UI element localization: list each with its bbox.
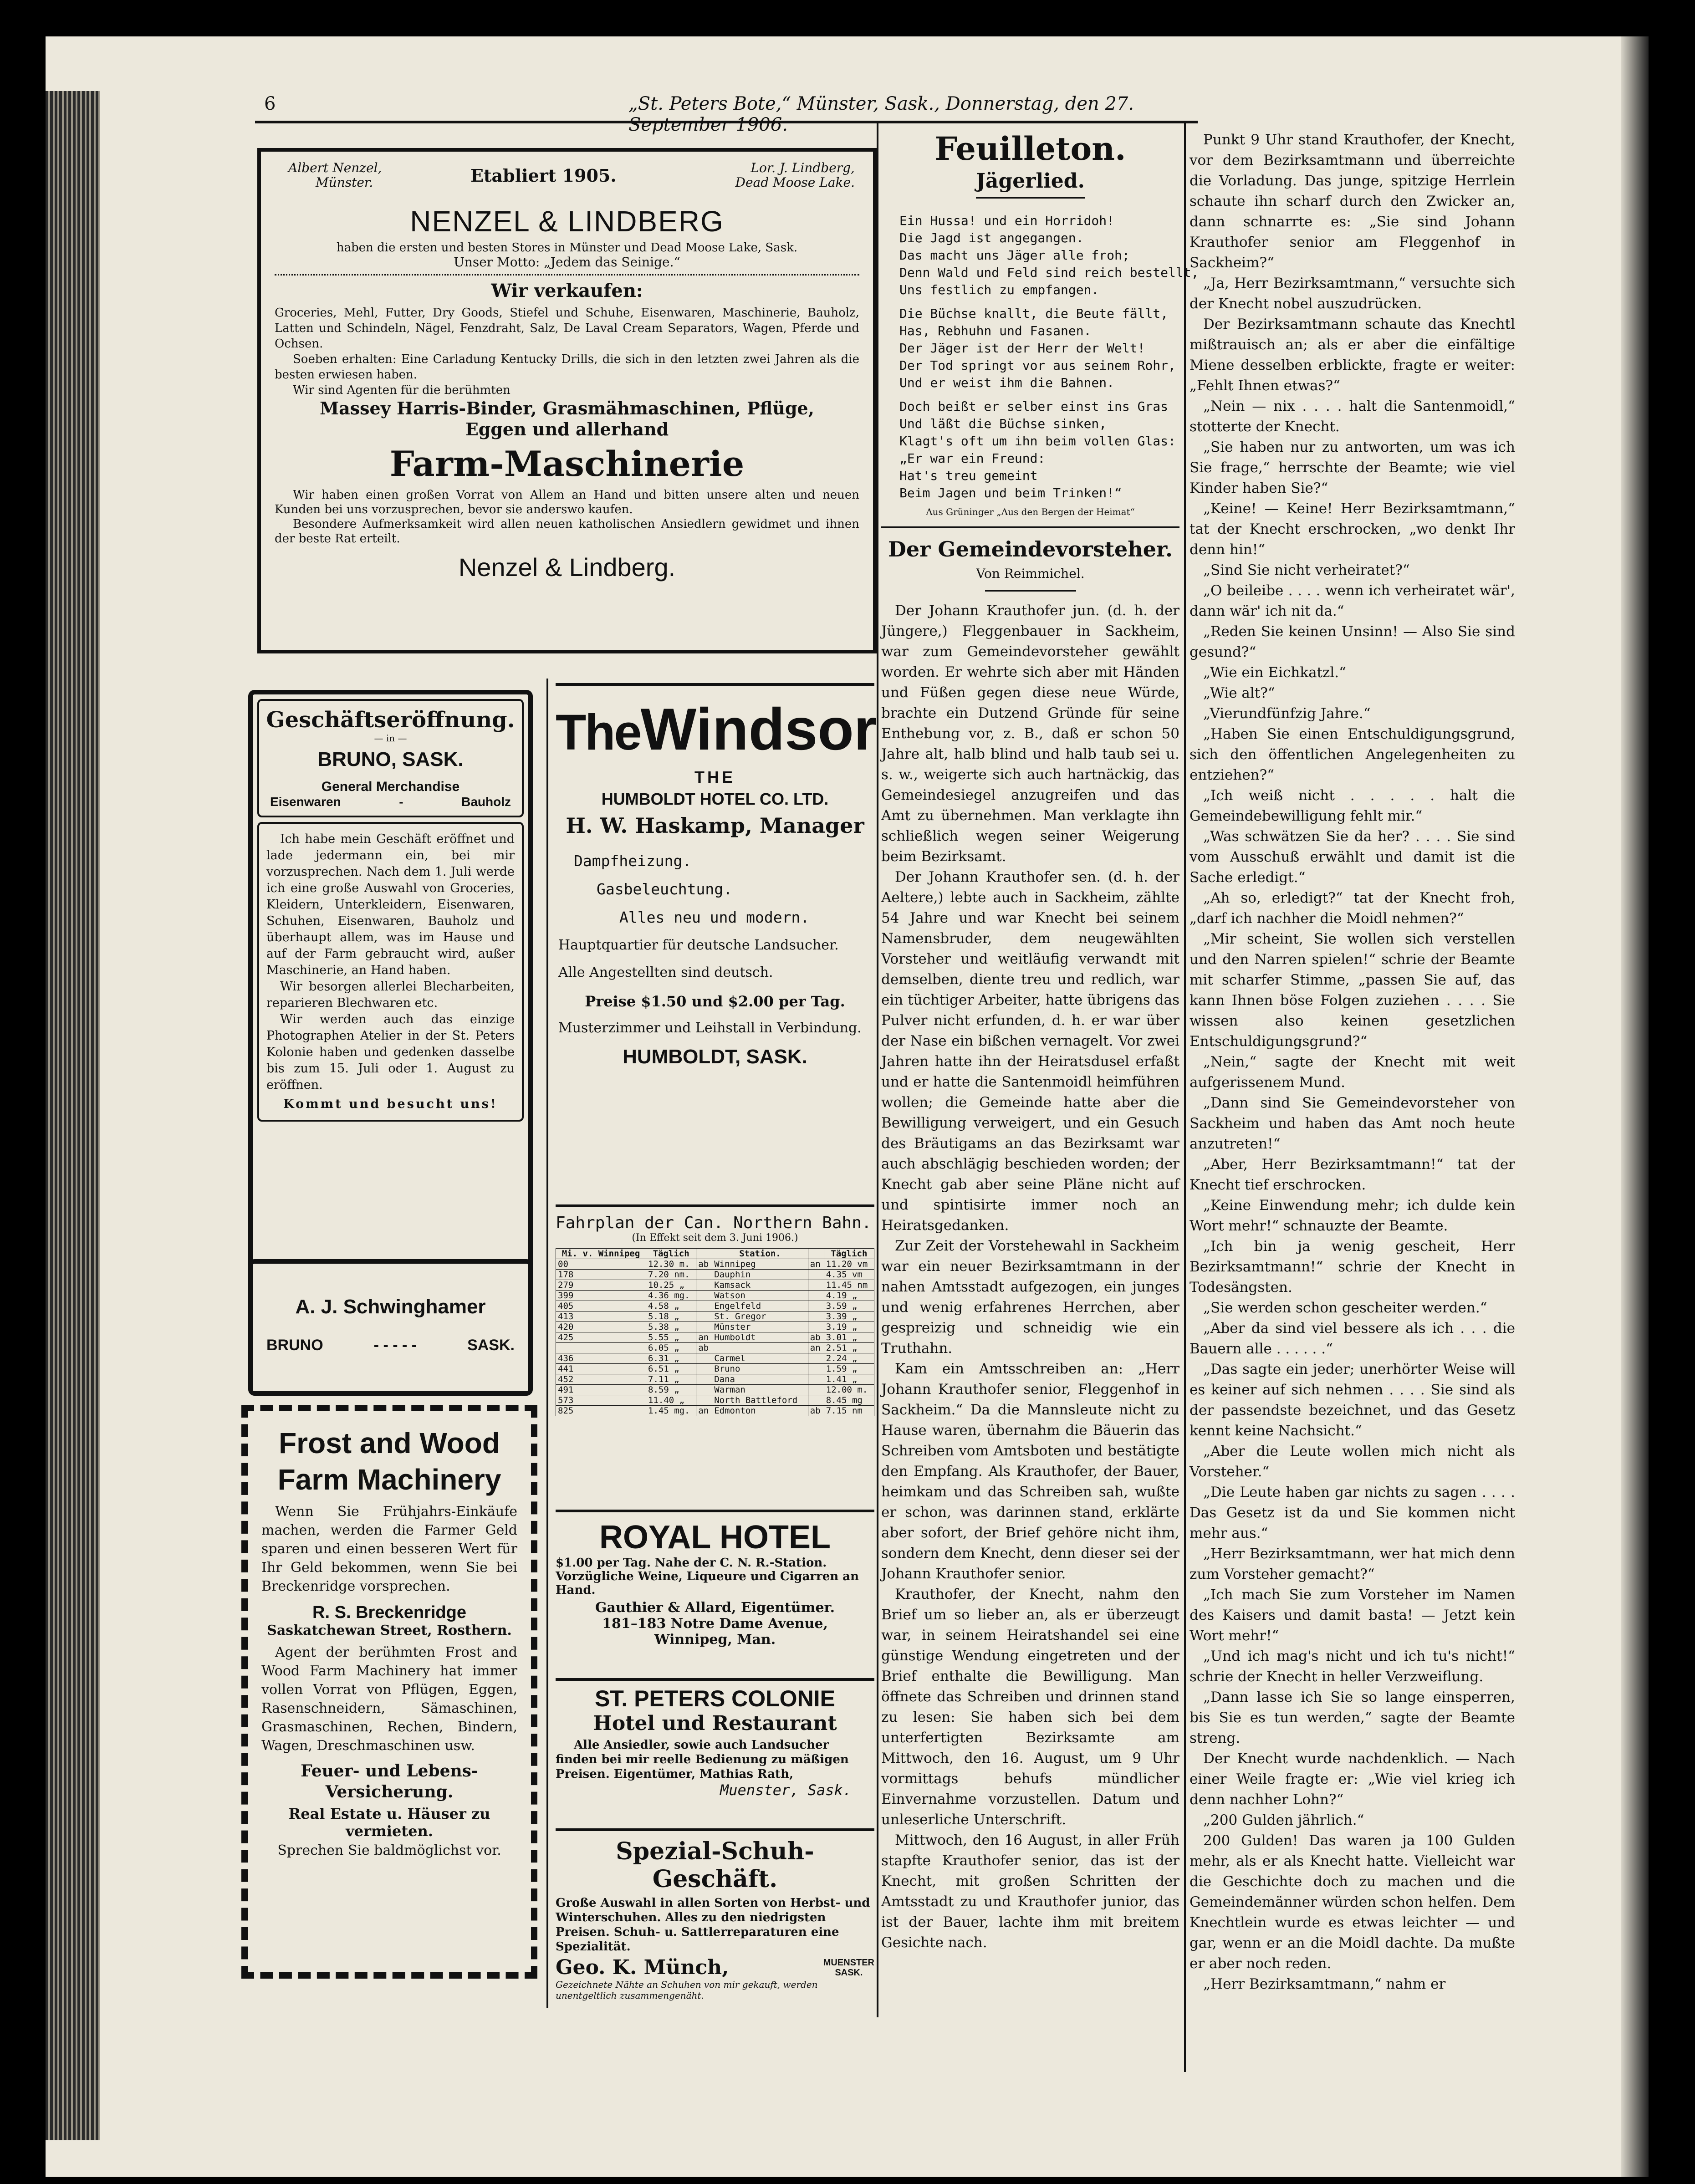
story-paragraph: „Nein — nix . . . . halt die Santenmoidl,“ stotterte der Knecht.	[1190, 398, 1515, 435]
ad-frost-wood	[241, 1405, 537, 1979]
story-paragraph: „Herr Bezirksamtmann, wer hat mich denn zum Vorsteher gemacht?“	[1190, 1546, 1515, 1582]
story-paragraph: „Reden Sie keinen Unsinn! — Also Sie sind gesund?“	[1190, 623, 1515, 660]
goods-list: Groceries, Mehl, Futter, Dry Goods, Stiefel und Schuhe, Eisenwaren, Maschinerie, Bauholz, Latten und Schindeln, Nägel, Fenzdraht, Salz, De Laval Cream Separators, Wagen, Pferde und Ochsen.	[275, 306, 859, 351]
timetable-cell: Watson	[712, 1291, 808, 1301]
timetable-header: Mi. v. Winnipeg	[556, 1249, 646, 1259]
timetable-cell: 7.20 nm.	[646, 1270, 696, 1280]
schwinghamer-right: SASK.	[467, 1337, 515, 1354]
timetable-row	[556, 1353, 874, 1364]
timetable-cell: 11.45 nm	[824, 1280, 874, 1291]
timetable-cell: 436	[556, 1353, 646, 1364]
timetable-cell: 3.01 „	[824, 1332, 874, 1343]
timetable-cell: 5.38 „	[646, 1322, 696, 1332]
timetable-cell	[808, 1301, 824, 1311]
timetable-cell: 6.31 „	[646, 1353, 696, 1364]
schuh-text: Große Auswahl in allen Sorten von Herbst- und Winterschuhen. Alles zu den niedrigsten Preisen. Schuh- u. Sattlerreparaturen eine Spezialität.	[556, 1896, 870, 1954]
story-paragraph: „Aber da sind viel bessere als ich . . . die Bauern alle . . . . . .“	[1190, 1320, 1515, 1357]
timetable-cell: 00	[556, 1259, 646, 1270]
bruno-text3: Wir werden auch das einzige Photographen Atelier in der St. Peters Kolonie haben und gedenken dasselbe bis zum 15. Juli oder 1. August zu eröffnen.	[266, 1012, 515, 1092]
ad-st-peters-colonie	[556, 1678, 874, 1831]
nenzel-name: Albert Nenzel,	[288, 160, 382, 175]
poem-stanza-1: Ein Hussa! und ein Horridoh! Die Jagd ist angegangen. Das macht uns Jäger alle froh; Denn Wald und Feld sind reich bestellt, Uns festlich zu empfangen.	[899, 213, 1199, 297]
story-paragraph: „200 Gulden jährlich.“	[1203, 1812, 1364, 1828]
timetable-cell: 8.45 mg	[824, 1395, 874, 1406]
ad-schuh-geschaeft	[556, 1828, 874, 2031]
story-paragraph: „Aber die Leute wollen mich nicht als Vorsteher.“	[1190, 1443, 1515, 1480]
schwinghamer-name: A. J. Schwinghamer	[295, 1296, 486, 1318]
timetable-cell: 5.55 „	[646, 1332, 696, 1343]
frost-closing: Sprechen Sie baldmöglichst vor.	[277, 1842, 501, 1858]
stpeters-title: ST. PETERS COLONIE	[595, 1686, 835, 1711]
schuh-title: Spezial-Schuh-Geschäft.	[616, 1837, 814, 1893]
story-paragraph: „Nein,“ sagte der Knecht mit weit aufgerissenem Mund.	[1190, 1054, 1515, 1091]
received-text: Soeben erhalten: Eine Carladung Kentucky Drills, die sich in den letzten zwei Jahren als die besten erwiesen haben.	[275, 352, 859, 382]
story-paragraph: „Ich bin ja wenig gescheit, Herr Bezirksamtmann!“ schrie der Knecht in Todesängsten.	[1190, 1238, 1515, 1296]
story-paragraph: „Das sagte ein jeder; unerhörter Weise will es keiner auf sich nehmen . . . . Sie sind als der passendste bezeichnet, und das Gesetz kennt keine Nachsicht.“	[1190, 1361, 1515, 1439]
windsor-title: Windsor	[640, 696, 877, 762]
timetable-cell: 452	[556, 1374, 646, 1385]
timetable-cell: 2.24 „	[824, 1353, 874, 1364]
nenzel-signature: Nenzel & Lindberg.	[458, 553, 676, 582]
timetable-cell	[696, 1291, 712, 1301]
royal-title: ROYAL HOTEL	[599, 1519, 831, 1556]
page-header	[255, 89, 1198, 135]
windsor-manager: H. W. Haskamp, Manager	[566, 813, 864, 838]
story-paragraph: Der Bezirksamtmann schaute das Knechtl mißtrauisch an; als er aber die einfältige Miene desselben erblickte, fragte er weiter: „Fehlt Ihnen etwas?“	[1190, 316, 1515, 394]
timetable-cell: 1.59 „	[824, 1364, 874, 1374]
timetable-header: Täglich	[646, 1249, 696, 1259]
timetable-cell: 413	[556, 1311, 646, 1322]
timetable-cell	[808, 1374, 824, 1385]
frost-text2: Agent der berühmten Frost and Wood Farm Machinery hat immer vollen Vorrat von Pflügen, Eggen, Rasenschneidern, Sämaschinen, Grasmaschinen, Rechen, Bindern, Wagen, Dreschmaschinen usw.	[261, 1644, 517, 1754]
story-paragraph: Mittwoch, den 16 August, in aller Früh stapfte Krauthofer senior, das ist der Knecht, mit großen Schritten der Amtsstadt zu und Krauthofer junior, das ist der Bauer, lachte ihm mit breitem Gesichte nach.	[881, 1832, 1179, 1951]
poem-source: Aus Grüninger „Aus den Bergen der Heimat“	[926, 506, 1135, 517]
story-paragraph: „Keine! — Keine! Herr Bezirksamtmann,“ tat der Knecht erschrocken, „wo denkt Ihr denn hin!“	[1190, 500, 1515, 558]
story-paragraph: „O beileibe . . . . wenn ich verheiratet wär', dann wär' ich nit da.“	[1190, 582, 1515, 619]
story-paragraph: Der Knecht wurde nachdenklich. — Nach einer Weile fragte er: „Wie viel krieg ich denn nachher Lohn?“	[1190, 1750, 1515, 1808]
timetable-table	[556, 1248, 874, 1416]
story-paragraph: Krauthofer, der Knecht, nahm den Brief um so lieber an, als er überzeugt war, in seinem Heiratshandel sei eine günstige Wendung eingetreten und der Brief enthalte die Bewilligung. Man öffnete das Schreiben und drinnen stand zu lesen: Sie haben sich bei dem unterfertigten Bezirksamte am Mittwoch, den 16. August, um 9 Uhr vormittags behufs mündlicher Einvernahme vorzustellen. Datum und unleserliche Unterschrift.	[881, 1586, 1179, 1828]
schuh-place2: SASK.	[835, 1967, 863, 1978]
timetable-row	[556, 1395, 874, 1406]
bruno-line2-left: Eisenwaren	[270, 795, 341, 809]
page-stack-edge	[46, 91, 100, 2140]
page-number: 6	[264, 93, 276, 114]
timetable-cell: St. Gregor	[712, 1311, 808, 1322]
timetable-cell: Dauphin	[712, 1270, 808, 1280]
timetable-subtitle: (In Effekt seit dem 3. Juni 1906.)	[632, 1232, 798, 1244]
column-rule-3	[1184, 123, 1186, 2072]
book-spine	[1621, 36, 1649, 2177]
stock-text: Wir haben einen großen Vorrat von Allem an Hand und bitten unsere alten und neuen Kunden bei uns vorzusprechen, bevor sie anderswo kaufen.	[275, 488, 859, 516]
story-paragraph: „Ich weiß nicht . . . . . halt die Gemeindebewilligung fehlt mir.“	[1190, 787, 1515, 824]
sell-heading: Wir verkaufen:	[491, 280, 643, 301]
timetable-cell: 11.20 vm	[824, 1259, 874, 1270]
timetable-cell: Münster	[712, 1322, 808, 1332]
timetable-cell: Carmel	[712, 1353, 808, 1364]
story-paragraph: „Dann sind Sie Gemeindevorsteher von Sackheim und haben das Amt noch heute anzutreten!“	[1190, 1095, 1515, 1152]
story-paragraph: „Was schwätzen Sie da her? . . . . Sie sind vom Ausschuß erwählt und damit ist die Sache erledigt.“	[1190, 828, 1515, 886]
timetable-cell: 12.00 m.	[824, 1385, 874, 1395]
poem-stanza-2: Die Büchse knallt, die Beute fällt, Has, Rebhuhn und Fasanen. Der Jäger ist der Herr der Welt! Der Tod springt vor aus seinem Rohr, Und er weist ihm die Bahnen.	[899, 306, 1176, 390]
timetable-cell	[696, 1364, 712, 1374]
timetable-cell: North Battleford	[712, 1395, 808, 1406]
timetable-row	[556, 1374, 874, 1385]
timetable-cell	[696, 1395, 712, 1406]
timetable-cell	[696, 1270, 712, 1280]
timetable-cell: Edmonton	[712, 1406, 808, 1416]
frost-title1: Frost and Wood	[279, 1427, 500, 1459]
timetable-cell	[808, 1395, 824, 1406]
established-text: Etabliert 1905.	[470, 165, 617, 186]
timetable-row	[556, 1270, 874, 1280]
timetable-row	[556, 1385, 874, 1395]
timetable-cell	[696, 1301, 712, 1311]
farm-machinery-heading: Farm-Maschinerie	[389, 444, 745, 484]
timetable-cell: 4.36 mg.	[646, 1291, 696, 1301]
timetable-row	[556, 1311, 874, 1322]
timetable-cell	[808, 1364, 824, 1374]
bruno-text1: Ich habe mein Geschäft eröffnet und lade jedermann ein, bei mir vorzusprechen. Nach dem 1. Juli werde ich eine große Auswahl von Groceries, Kleidern, Unterkleidern, Eisenwaren, Schuhen, Eisenwaren, Bauholz und überhaupt allem, was im Hause und auf der Farm gebraucht wird, außer Maschinerie, an Hand haben.	[266, 832, 515, 977]
ad-royal-hotel	[556, 1510, 874, 1681]
timetable-cell	[696, 1353, 712, 1364]
nenzel-motto: Unser Motto: „Jedem das Seinige.“	[454, 255, 680, 270]
windsor-the: The	[556, 704, 641, 760]
story-paragraph: „Mir scheint, Sie wollen sich verstellen und den Narren spielen!“ schrie der Beamte mit scharfer Stimme, „passen Sie auf, das kann Ihnen böse Folgen zuziehen . . . . Sie wissen also keinen gesetzlichen Entschuldigungsgrund?“	[1190, 931, 1515, 1050]
timetable-header: Täglich	[824, 1249, 874, 1259]
stpeters-signature: Muenster, Sask.	[720, 1781, 852, 1799]
timetable-cell: Warman	[712, 1385, 808, 1395]
schwinghamer-dots: - - - - -	[373, 1337, 417, 1354]
windsor-f5: Alle Angestellten sind deutsch.	[558, 964, 773, 980]
timetable-cell	[808, 1322, 824, 1332]
timetable-cell: ab	[696, 1343, 712, 1353]
timetable-cell: ab	[808, 1406, 824, 1416]
story-paragraph: Der Johann Krauthofer sen. (d. h. der Aeltere,) lebte auch in Sackheim, zählte 54 Jahre und war Knecht bei seinem Namensbruder, dem neugewählten Vorsteher und weitläufig verwandt mit demselben, diente treu und redlich, war ein tüchtiger Arbeiter, hatte übrigens das Pulver nicht erfunden, d. h. er war über der Nase ein bißchen vernagelt. Vor zwei Jahren hatte ihn der Heiratsdusel erfaßt und er hatte die Santenmoidl heimführen wollen; die Gemeinde hatte aber die Bewilligung verweigert, und ein Gesuch des Bräutigams an das Bezirksamt war auch abschlägig beschieden worden; der Knecht gab aber seine Pläne nicht auf und spintisirte immer noch an Heiratsgedanken.	[881, 869, 1179, 1234]
timetable	[556, 1204, 874, 1526]
story-paragraph: Punkt 9 Uhr stand Krauthofer, der Knecht, vor dem Bezirksamtmann und überreichte die Vorladung. Das junge, spitzige Herrlein schaute ihn scharf durch den Zwicker an, dann schnarrte es: „Sie sind Johann Krauthofer senior am Fleggenhof in Sackheim?“	[1190, 132, 1515, 271]
timetable-cell: Engelfeld	[712, 1301, 808, 1311]
timetable-cell	[808, 1291, 824, 1301]
windsor-f3: Alles neu und modern.	[619, 908, 810, 926]
schwinghamer-left: BRUNO	[266, 1337, 323, 1354]
windsor-f6: Musterzimmer und Leihstall in Verbindung.	[558, 1020, 862, 1036]
timetable-cell: 441	[556, 1364, 646, 1374]
timetable-cell: 8.59 „	[646, 1385, 696, 1395]
stpeters-text: Alle Ansiedler, sowie auch Landsucher finden bei mir reelle Bedienung zu mäßigen Preisen. Eigentümer, Mathias Rath,	[556, 1738, 849, 1781]
timetable-header	[808, 1249, 824, 1259]
timetable-cell: 399	[556, 1291, 646, 1301]
story-author: Von Reimmichel.	[976, 566, 1085, 581]
timetable-row	[556, 1291, 874, 1301]
timetable-cell: an	[696, 1406, 712, 1416]
bruno-closing: Kommt und besucht uns!	[283, 1097, 498, 1111]
lindberg-name: Lor. J. Lindberg,	[750, 160, 855, 175]
timetable-cell	[808, 1270, 824, 1280]
header-line: „St. Peters Bote,“ Münster, Sask., Donnerstag, den 27. September 1906.	[628, 93, 1134, 135]
timetable-cell: 6.51 „	[646, 1364, 696, 1374]
timetable-cell: 6.05 „	[646, 1343, 696, 1353]
stpeters-subtitle: Hotel und Restaurant	[593, 1712, 837, 1735]
story-paragraph: „Ich mach Sie zum Vorsteher im Namen des Kaisers und damit basta! — Jetzt kein Wort mehr!“	[1190, 1587, 1515, 1644]
timetable-cell: Humboldt	[712, 1332, 808, 1343]
timetable-cell	[696, 1311, 712, 1322]
frost-name: R. S. Breckenridge	[312, 1603, 466, 1622]
timetable-cell: 425	[556, 1332, 646, 1343]
timetable-cell: 178	[556, 1270, 646, 1280]
timetable-cell: 4.19 „	[824, 1291, 874, 1301]
timetable-cell: ab	[808, 1332, 824, 1343]
story-paragraph: „Ah so, erledigt?“ tat der Knecht froh, „darf ich nachher die Moidl nehmen?“	[1190, 890, 1515, 927]
timetable-row	[556, 1280, 874, 1291]
bruno-line1: General Merchandise	[321, 779, 460, 794]
schuh-place1: MUENSTER	[823, 1957, 874, 1968]
story-paragraph: „Herr Bezirksamtmann,“ nahm er	[1203, 1976, 1446, 1992]
poem-stanza-3: Doch beißt er selber einst ins Gras Und läßt die Büchse sinken, Klagt's oft um ihn beim vollen Glas: „Er war ein Freund: Hat's treu gemeint Beim Jagen und beim Trinken!“	[899, 399, 1176, 500]
settlers-text: Besondere Aufmerksamkeit wird allen neuen katholischen Ansiedlern gewidmet und ihnen der beste Rat erteilt.	[275, 517, 859, 546]
timetable-cell: 405	[556, 1301, 646, 1311]
timetable-cell: an	[808, 1259, 824, 1270]
timetable-row	[556, 1259, 874, 1270]
story-column-right	[1190, 130, 1515, 1995]
nenzel-place: Münster.	[316, 175, 373, 190]
timetable-cell	[696, 1322, 712, 1332]
timetable-cell: 491	[556, 1385, 646, 1395]
timetable-cell: Winnipeg	[712, 1259, 808, 1270]
lindberg-place: Dead Moose Lake.	[735, 175, 855, 190]
royal-address: 181–183 Notre Dame Avenue,	[602, 1616, 828, 1632]
nenzel-title: NENZEL & LINDBERG	[410, 205, 724, 238]
timetable-cell	[808, 1353, 824, 1364]
column-rule-2	[877, 123, 878, 2017]
timetable-row	[556, 1332, 874, 1343]
story-paragraph: „Sie werden schon gescheiter werden.“	[1203, 1300, 1487, 1316]
timetable-cell	[556, 1343, 646, 1353]
frost-realestate: Real Estate u. Häuser zu vermieten.	[288, 1805, 490, 1840]
timetable-row	[556, 1406, 874, 1416]
timetable-cell: an	[808, 1343, 824, 1353]
timetable-cell: Dana	[712, 1374, 808, 1385]
story-paragraph: „Sind Sie nicht verheiratet?“	[1203, 562, 1410, 578]
timetable-cell: 7.15 nm	[824, 1406, 874, 1416]
feuilleton-column	[881, 130, 1199, 1953]
timetable-row	[556, 1301, 874, 1311]
story-paragraph: „Die Leute haben gar nichts zu sagen . . . . Das Gesetz ist da und Sie kommen nicht mehr aus.“	[1190, 1484, 1515, 1541]
feuilleton-heading: Feuilleton.	[934, 130, 1126, 168]
royal-text: $1.00 per Tag. Nahe der C. N. R.-Station. Vorzügliche Weine, Liqueure und Cigarren an Hand.	[556, 1556, 859, 1597]
story-paragraph: „Dann lasse ich Sie so lange einsperren, bis Sie es tun werden,“ sagte der Beamte streng.	[1190, 1689, 1515, 1746]
timetable-cell: 1.41 „	[824, 1374, 874, 1385]
story-paragraph: „Und ich mag's nicht und ich tu's nicht!“ schrie der Knecht in heller Verzweiflung.	[1190, 1648, 1515, 1685]
frost-address: Saskatchewan Street, Rosthern.	[267, 1623, 512, 1638]
timetable-cell	[808, 1385, 824, 1395]
bruno-in: — in —	[374, 733, 407, 744]
story-paragraph: „Wie alt?“	[1203, 685, 1275, 701]
ad-schwinghamer	[248, 1259, 533, 1396]
timetable-cell: 12.30 m.	[646, 1259, 696, 1270]
timetable-cell	[696, 1374, 712, 1385]
timetable-cell: ab	[696, 1259, 712, 1270]
frost-text1: Wenn Sie Frühjahrs-Einkäufe machen, werden die Farmer Geld sparen und einen besseren Wert für Ihr Geld bekommen, wenn Sie bei Breckenridge vorsprechen.	[261, 1504, 517, 1594]
timetable-row	[556, 1364, 874, 1374]
windsor-f2: Gasbeleuchtung.	[597, 880, 733, 898]
windsor-company: HUMBOLDT HOTEL CO. LTD.	[601, 790, 829, 808]
story-paragraph: „Aber, Herr Bezirksamtmann!“ tat der Knecht tief erschrocken.	[1190, 1156, 1515, 1193]
story-title: Der Gemeindevorsteher.	[888, 537, 1173, 561]
story-text-left	[881, 601, 1179, 1953]
column-rule-1	[546, 679, 548, 2008]
timetable-cell: 3.19 „	[824, 1322, 874, 1332]
nenzel-intro: haben die ersten und besten Stores in Münster und Dead Moose Lake, Sask.	[336, 241, 798, 255]
brands-text: Massey Harris-Binder, Grasmähmaschinen, Pflüge, Eggen und allerhand	[320, 398, 814, 439]
windsor-f4: Hauptquartier für deutsche Landsucher.	[558, 937, 839, 953]
windsor-prices: Preise $1.50 und $2.00 per Tag.	[585, 993, 845, 1010]
timetable-cell: 3.39 „	[824, 1311, 874, 1322]
bruno-line2-dash: -	[399, 795, 403, 809]
timetable-cell: 4.35 vm	[824, 1270, 874, 1280]
timetable-cell: 11.40 „	[646, 1395, 696, 1406]
story-paragraph: „Sie haben nur zu antworten, um was ich Sie frage,“ herrschte der Beamte; wie viel Kinder haben Sie?“	[1190, 439, 1515, 496]
bruno-text2: Wir besorgen allerlei Blecharbeiten, reparieren Blechwaren etc.	[266, 980, 515, 1010]
timetable-cell	[712, 1343, 808, 1353]
story-paragraph: Der Johann Krauthofer jun. (d. h. der Jüngere,) Fleggenbauer in Sackheim, war zum Gemeindevorsteher gewählt worden. Er wehrte sich aber mit Händen und Füßen gegen diese neue Würde, brachte ein Dutzend Gründe für seine Enthebung vor, z. B., daß er schon 50 Jahre alt, halb blind und halb taub sei u. s. w., weigerte sich auch hartnäckig, das Gemeindesiegel anzugreifen und das Amt zu übernehmen. Man verklagte ihn schließlich wegen seiner Weigerung beim Bezirksamt.	[881, 602, 1179, 865]
poem-title: Jägerlied.	[976, 169, 1085, 193]
ad-nenzel-lindberg	[257, 148, 877, 653]
agents-text: Wir sind Agenten für die berühmten	[293, 383, 511, 397]
timetable-cell	[696, 1280, 712, 1291]
story-paragraph: „Haben Sie einen Entschuldigungsgrund, sich den öffentlichen Angelegenheiten zu entziehen?“	[1190, 726, 1515, 783]
timetable-cell	[808, 1280, 824, 1291]
timetable-cell: 2.51 „	[824, 1343, 874, 1353]
timetable-header	[696, 1249, 712, 1259]
bruno-place: BRUNO, SASK.	[317, 748, 464, 771]
timetable-row	[556, 1343, 874, 1353]
timetable-cell: an	[696, 1332, 712, 1343]
timetable-cell: Kamsack	[712, 1280, 808, 1291]
story-text-right	[1190, 130, 1515, 1995]
story-paragraph: „Keine Einwendung mehr; ich dulde kein Wort mehr!“ schnauzte der Beamte.	[1190, 1197, 1515, 1234]
timetable-row	[556, 1322, 874, 1332]
story-paragraph: „Wie ein Eichkatzl.“	[1203, 664, 1347, 681]
timetable-header: Station.	[712, 1249, 808, 1259]
timetable-cell: 1.45 mg.	[646, 1406, 696, 1416]
story-paragraph: Zur Zeit der Vorstehewahl in Sackheim war ein neuer Bezirksamtmann in der nahen Amtsstadt aufgezogen, ein junges und wenig erfahrenes Herrchen, aber gespreizig und schneidig wie ein Truthahn.	[881, 1238, 1179, 1357]
story-paragraph: „Ja, Herr Bezirksamtmann,“ versuchte sich der Knecht nobel auszudrücken.	[1190, 275, 1515, 312]
frost-title2: Farm Machinery	[277, 1463, 501, 1496]
bruno-line2-right: Bauholz	[461, 795, 511, 809]
timetable-cell	[696, 1385, 712, 1395]
story-paragraph: 200 Gulden! Das waren ja 100 Gulden mehr, als er als Knecht hatte. Vielleicht war die Geschichte doch zu machen und die Gemeindemänner würden schon helfen. Dem Knechtlein wurde es etwas leichter — und gar, wenn er an die Moidl dachte. Da mußte er aber noch reden.	[1190, 1832, 1515, 1972]
timetable-cell: 7.11 „	[646, 1374, 696, 1385]
windsor-f1: Dampfheizung.	[574, 852, 692, 870]
royal-owner: Gauthier & Allard, Eigentümer.	[595, 1600, 835, 1616]
timetable-cell: 279	[556, 1280, 646, 1291]
timetable-cell	[808, 1311, 824, 1322]
schuh-small: Gezeichnete Nähte an Schuhen von mir gekauft, werden unentgeltlich zusammengenäht.	[556, 1979, 818, 2001]
windsor-the-label: THE	[694, 768, 735, 786]
royal-city: Winnipeg, Man.	[654, 1632, 776, 1648]
windsor-place: HUMBOLDT, SASK.	[623, 1046, 807, 1068]
timetable-cell: 5.18 „	[646, 1311, 696, 1322]
timetable-cell: 3.59 „	[824, 1301, 874, 1311]
schuh-owner: Geo. K. Münch,	[556, 1956, 729, 1979]
timetable-cell: 10.25 „	[646, 1280, 696, 1291]
timetable-cell: 420	[556, 1322, 646, 1332]
bruno-title: Geschäftseröffnung.	[266, 707, 515, 733]
timetable-cell: 4.58 „	[646, 1301, 696, 1311]
story-paragraph: Kam ein Amtsschreiben an: „Herr Johann Krauthofer senior, Fleggenhof in Sackheim.“ Da die Mannsleute nicht zu Hause waren, übernahm die Bäuerin das Schreiben vom Amtsboten und bestätigte den Empfang. Als Krauthofer, der Bauer, heimkam und das Schreiben sah, wußte er schon, was darinnen stand, erklärte aber sofort, der Brief gehöre nicht ihm, sondern dem Knecht, denn dieser sei der Johann Krauthofer senior.	[881, 1361, 1179, 1582]
ad-windsor	[556, 683, 877, 1205]
timetable-cell: 573	[556, 1395, 646, 1406]
frost-insurance: Feuer- und Lebens-Versicherung.	[301, 1761, 478, 1801]
timetable-cell: Bruno	[712, 1364, 808, 1374]
timetable-title: Fahrplan der Can. Northern Bahn.	[556, 1214, 872, 1232]
timetable-cell: 825	[556, 1406, 646, 1416]
story-paragraph: „Vierundfünfzig Jahre.“	[1203, 705, 1371, 722]
